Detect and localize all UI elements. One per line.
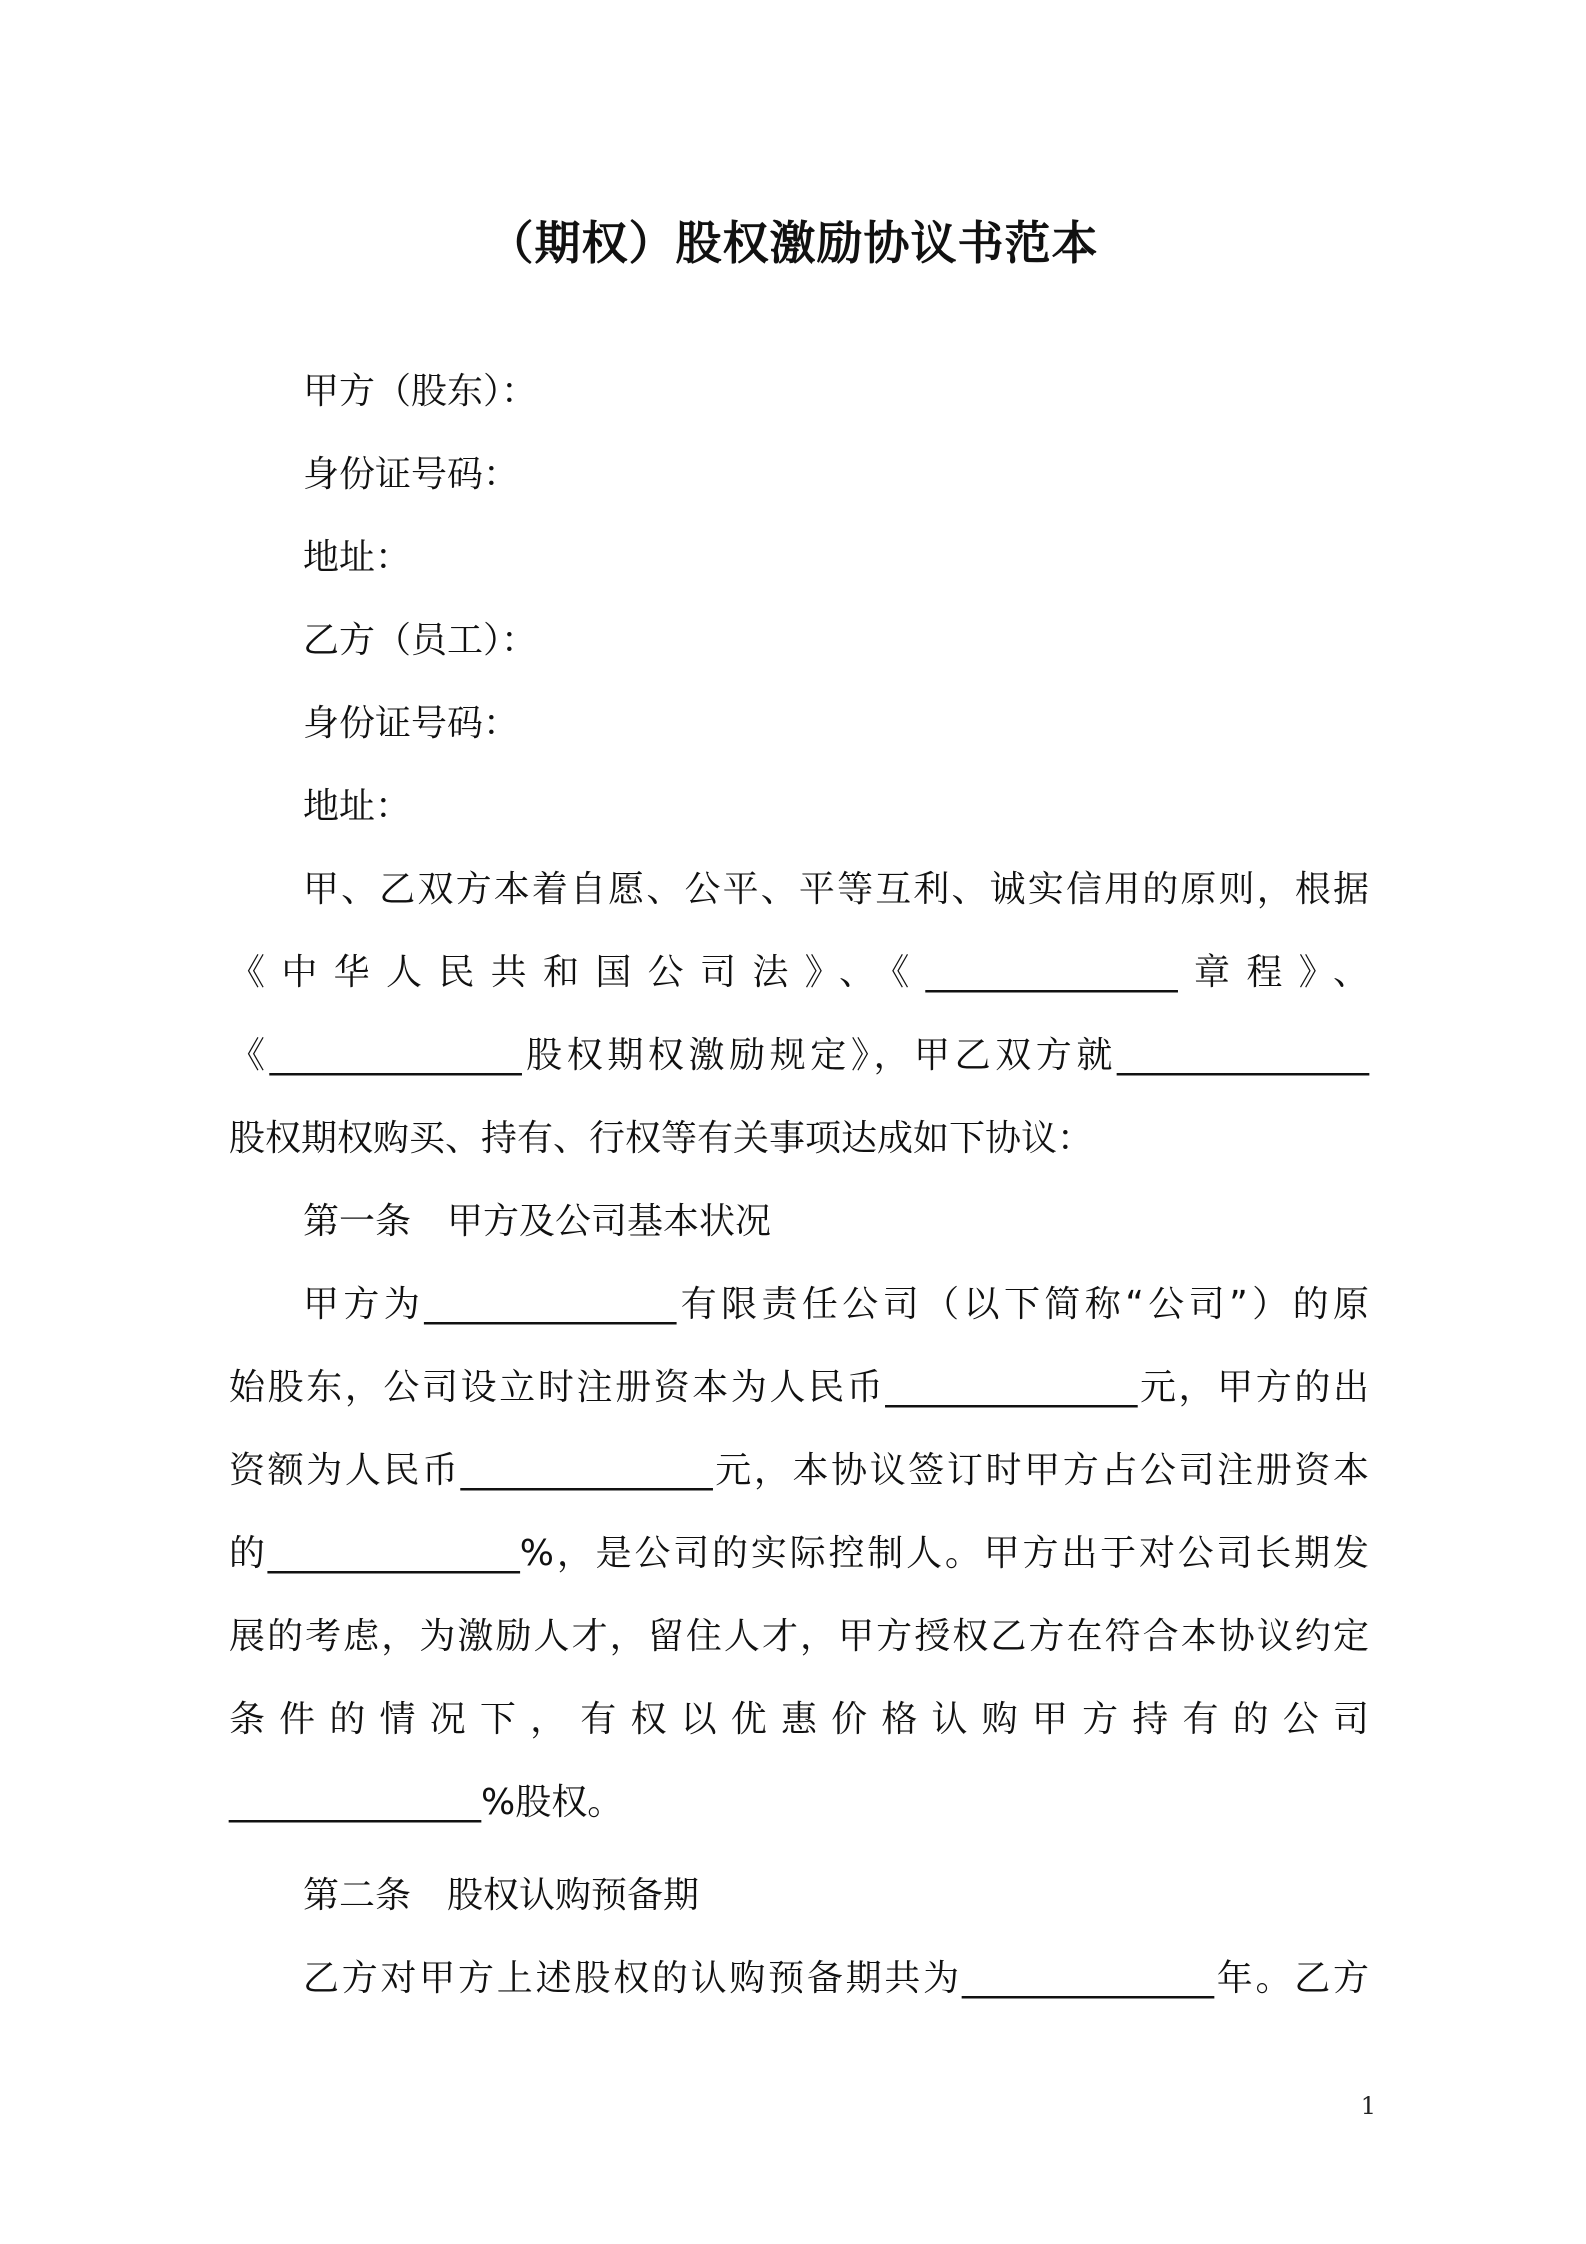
party-b-id-label: 身份证号码： <box>303 703 520 744</box>
preamble-line: 《______________股权期权激励规定》，甲乙双方就______________ <box>229 1035 1369 1076</box>
article-1-line: 条件的情况下，有权以优惠价格认购甲方持有的公司 <box>229 1699 1369 1740</box>
party-a-label: 甲方（股东）： <box>303 371 538 412</box>
article-1-line: 始股东，公司设立时注册资本为人民币______________元，甲方的出 <box>229 1367 1369 1408</box>
document-title: （期权）股权激励协议书范本 <box>487 216 1099 270</box>
party-b-address-label: 地址： <box>303 786 412 827</box>
preamble-line: 股权期权购买、持有、行权等有关事项达成如下协议： <box>229 1118 1094 1159</box>
article-1-line: 甲方为______________有限责任公司（以下简称“公司”）的原 <box>303 1284 1369 1325</box>
article-1-line: 的______________%，是公司的实际控制人。甲方出于对公司长期发 <box>229 1533 1369 1574</box>
article-1-line: 展的考虑，为激励人才，留住人才，甲方授权乙方在符合本协议约定 <box>229 1616 1369 1657</box>
article-1-line: 资额为人民币______________元，本协议签订时甲方占公司注册资本 <box>229 1450 1369 1491</box>
party-b-label: 乙方（员工）： <box>303 620 538 661</box>
article-1-line: ______________%股权。 <box>229 1782 624 1823</box>
article-2-heading: 第二条 股权认购预备期 <box>303 1875 700 1916</box>
party-a-address-label: 地址： <box>303 537 412 578</box>
article-2-line: 乙方对甲方上述股权的认购预备期共为______________年。乙方 <box>303 1958 1369 1999</box>
preamble-line: 《中华人民共和国公司法》、《______________章程》、 <box>229 952 1369 993</box>
article-1-heading: 第一条 甲方及公司基本状况 <box>303 1201 772 1242</box>
page-number: 1 <box>1360 2092 1376 2120</box>
party-a-id-label: 身份证号码： <box>303 454 520 495</box>
preamble-line: 甲、乙双方本着自愿、公平、平等互利、诚实信用的原则，根据 <box>303 869 1369 910</box>
